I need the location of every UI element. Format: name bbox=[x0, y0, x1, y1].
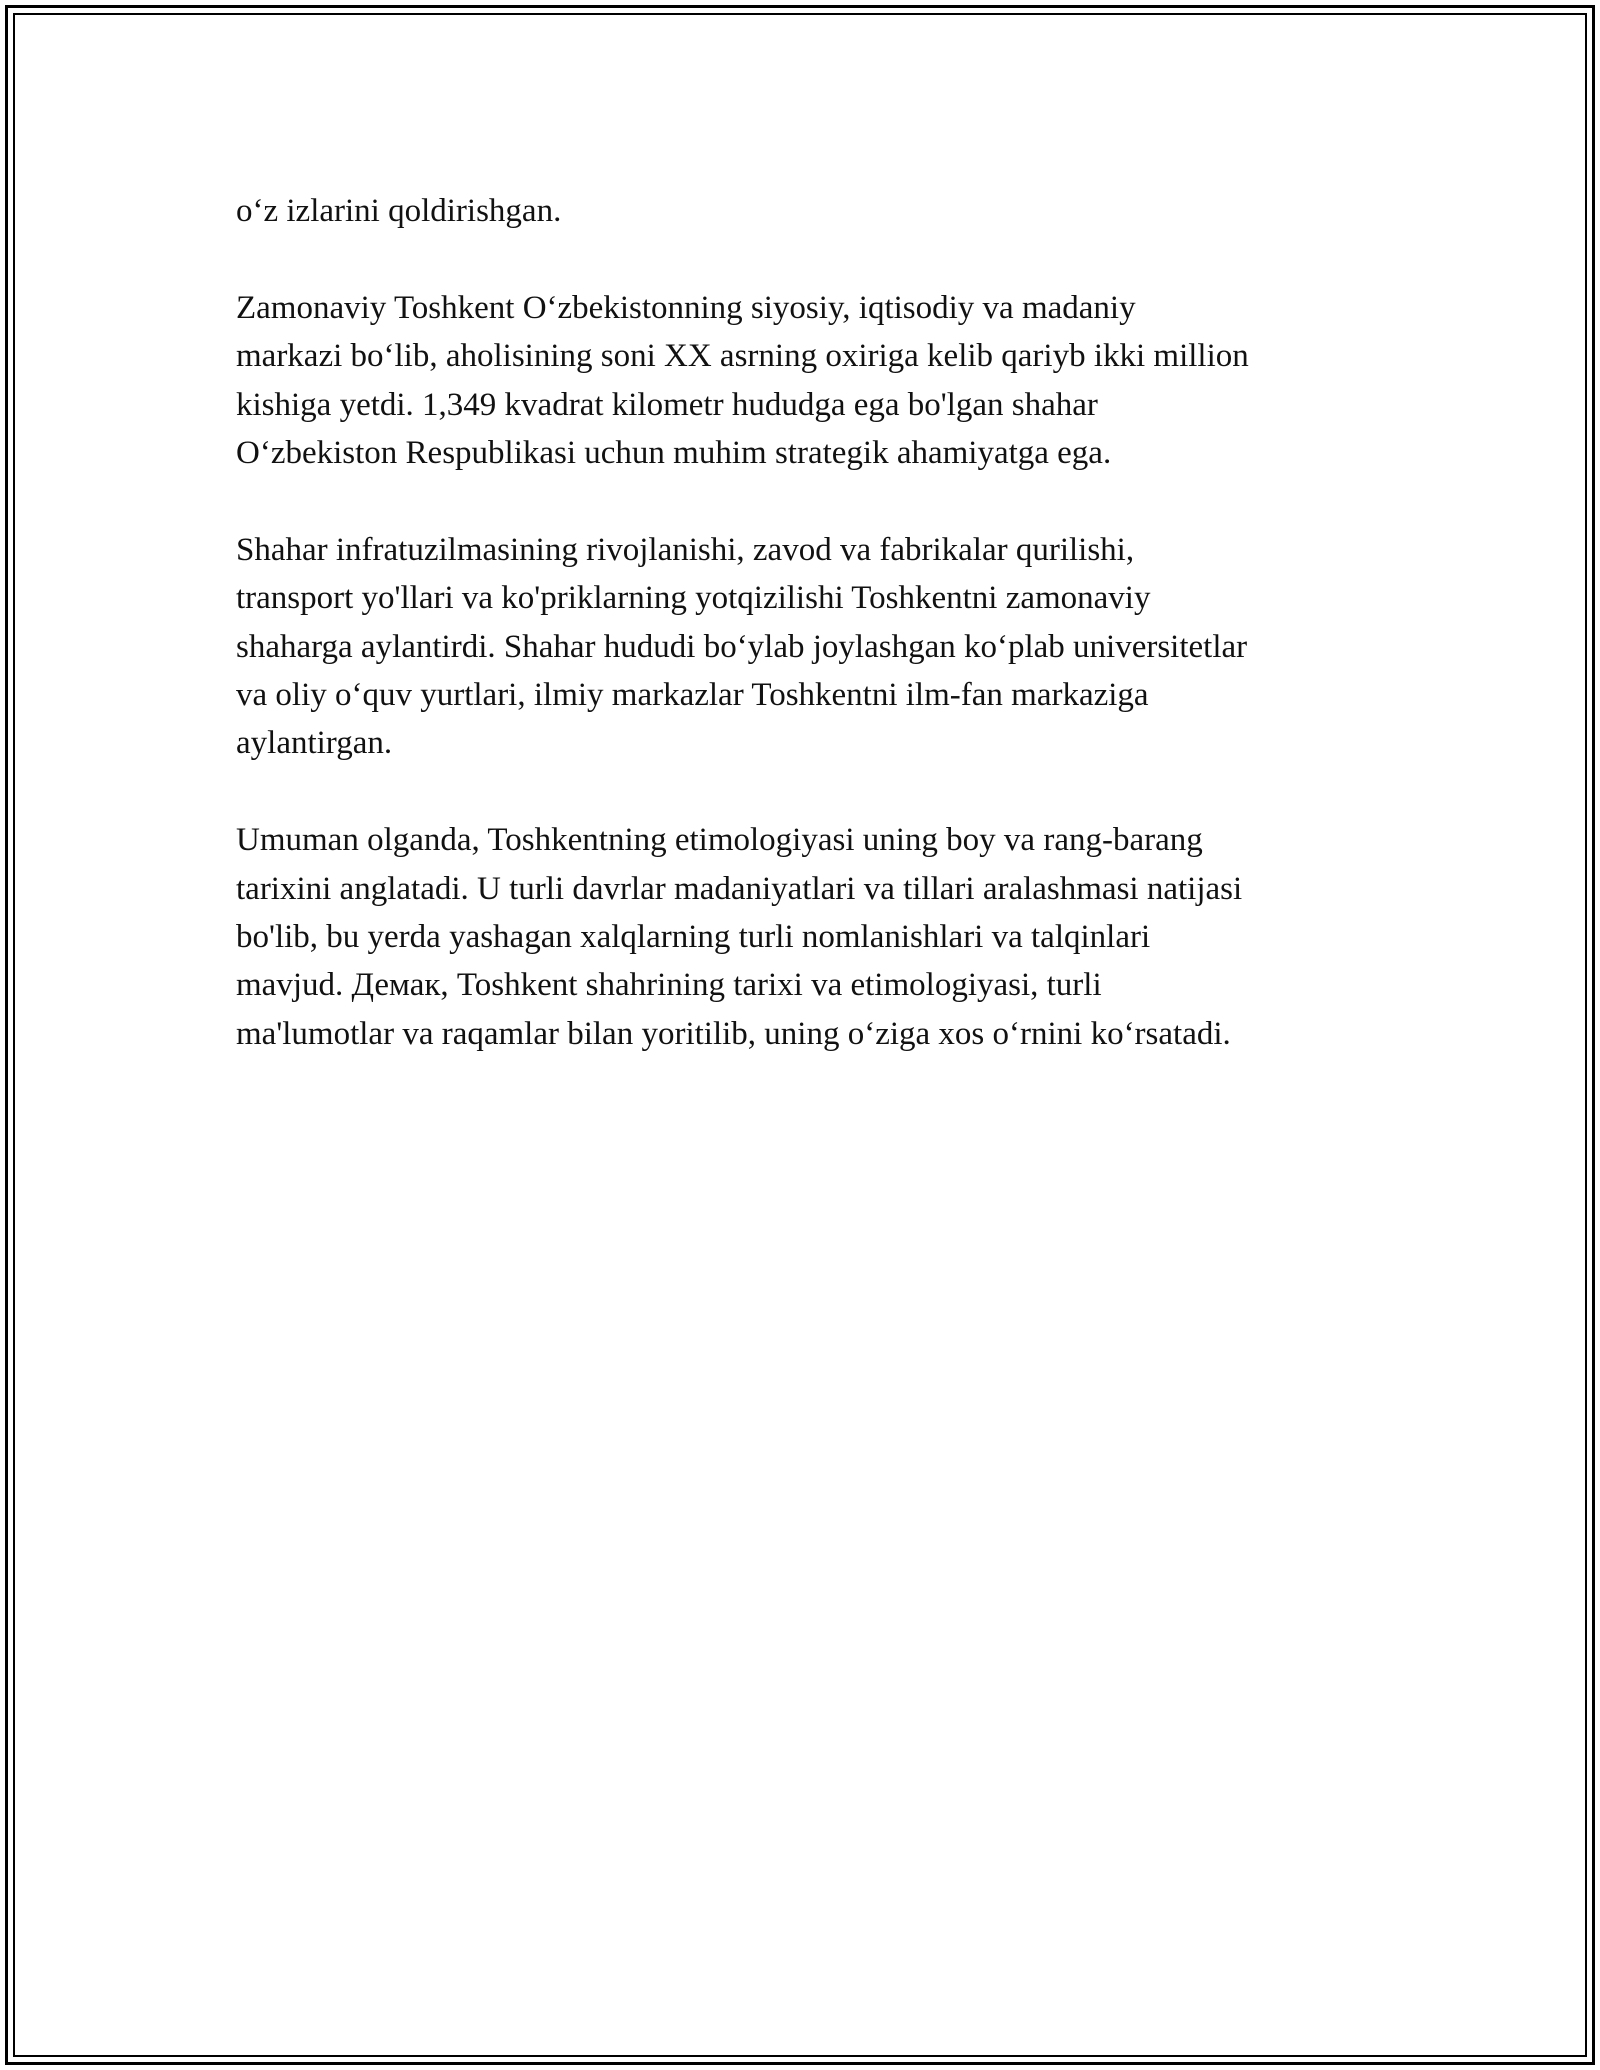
text-line: tarixini anglatadi. U turli davrlar madaniyatlari va tillari aralashmasi natijasi bbox=[236, 870, 1243, 907]
text-line: markazi bo‘lib, aholisining soni XX asrning oxiriga kelib qariyb ikki million bbox=[236, 338, 1249, 375]
text-line: va oliy o‘quv yurtlari, ilmiy markazlar Toshkentni ilm-fan markaziga bbox=[236, 677, 1149, 714]
text-line: mavjud. Демак, Toshkent shahrining tarixi va etimologiyasi, turli bbox=[236, 967, 1102, 1004]
document-body bbox=[236, 187, 1366, 1107]
paragraph-4 bbox=[236, 816, 1366, 1058]
text-line: bo'lib, bu yerda yashagan xalqlarning turli nomlanishlari va talqinlari bbox=[236, 919, 1151, 956]
text-line: Umuman olganda, Toshkentning etimologiyasi uning boy va rang-barang bbox=[236, 822, 1203, 859]
text-line: o‘z izlarini qoldirishgan. bbox=[236, 193, 562, 229]
text-line: ma'lumotlar va raqamlar bilan yoritilib, uning o‘ziga xos o‘rnini ko‘rsatadi. bbox=[236, 1015, 1231, 1052]
text-line: kishiga yetdi. 1,349 kvadrat kilometr hududga ega bo'lgan shahar bbox=[236, 386, 1098, 423]
paragraph-3 bbox=[236, 526, 1366, 768]
text-line: transport yo'llari va ko'priklarning yotqizilishi Toshkentni zamonaviy bbox=[236, 580, 1151, 617]
paragraph-2 bbox=[236, 284, 1366, 478]
text-line: aylantirgan. bbox=[236, 725, 393, 762]
text-line: Shahar infratuzilmasining rivojlanishi, zavod va fabrikalar qurilishi, bbox=[236, 531, 1135, 568]
text-line: shaharga aylantirdi. Shahar hududi bo‘ylab joylashgan ko‘plab universitetlar bbox=[236, 628, 1248, 665]
paragraph-1 bbox=[236, 187, 1366, 235]
text-line: O‘zbekiston Respublikasi uchun muhim strategik ahamiyatga ega. bbox=[236, 435, 1112, 472]
text-line: Zamonaviy Toshkent O‘zbekistonning siyosiy, iqtisodiy va madaniy bbox=[236, 289, 1136, 326]
